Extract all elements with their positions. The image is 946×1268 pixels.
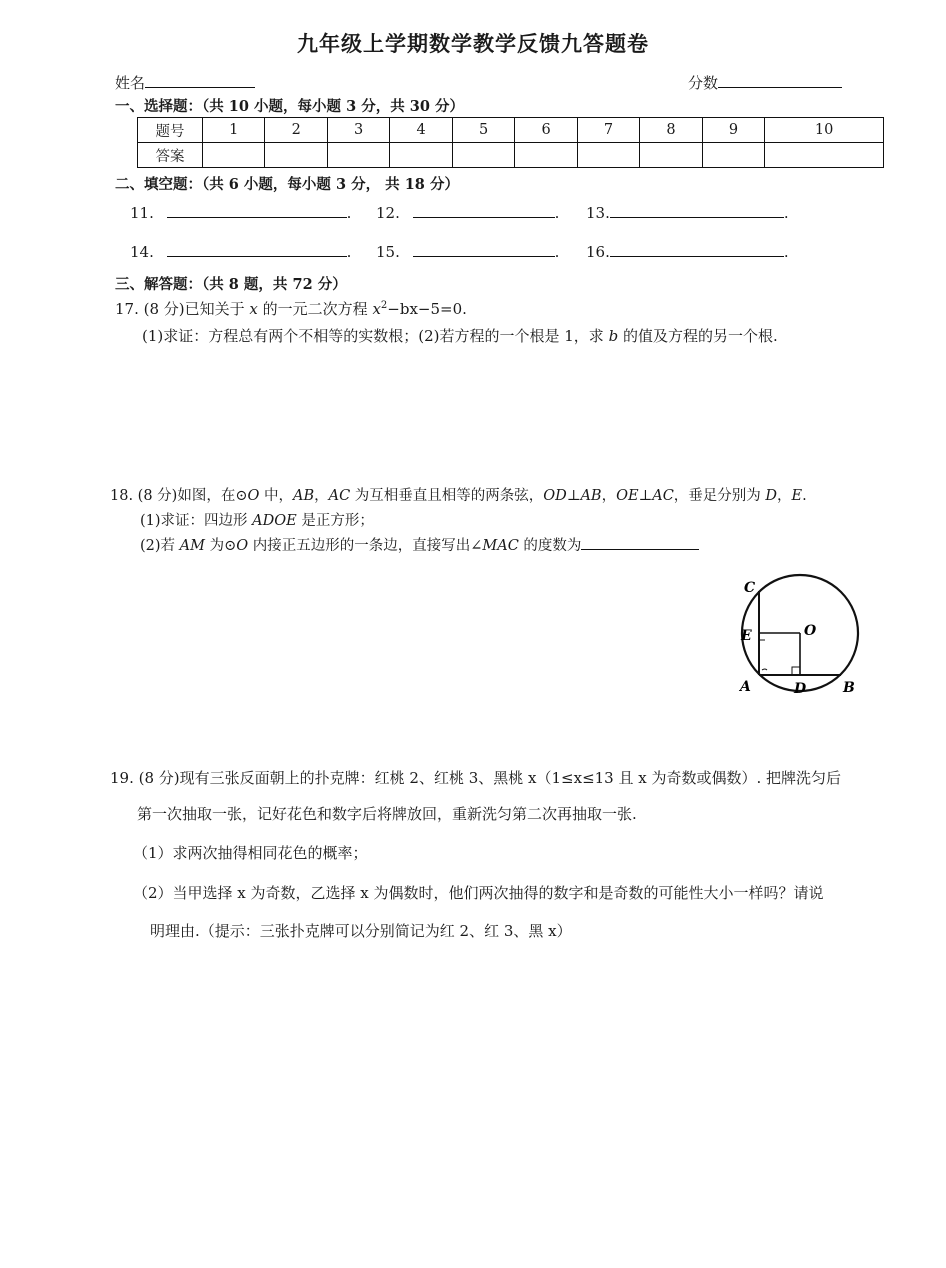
fill-blank-12[interactable]: 12. .	[376, 204, 560, 222]
angle-mark-a	[762, 669, 767, 670]
q18-text: 为⊙	[204, 538, 237, 554]
blank-number: 15.	[376, 243, 400, 261]
question-number: 3	[327, 118, 389, 143]
question-number: 1	[203, 118, 265, 143]
blank-number: 11.	[130, 204, 154, 222]
answer-row	[138, 143, 884, 168]
label-e: E	[741, 628, 752, 644]
question-18-stem	[110, 484, 807, 505]
question-19-part2-line2: 明理由.（提示：三张扑克牌可以分别简记为红 2、红 3、黑 x）	[150, 922, 572, 940]
blank-number: 13.	[586, 204, 610, 222]
score-label: 分数	[688, 74, 719, 92]
answer-cell[interactable]	[765, 143, 884, 168]
q18-text: 为互相垂直且相等的两条弦，	[350, 488, 544, 504]
question-19-part1: （1）求两次抽得相同花色的概率；	[133, 844, 368, 862]
question-19-part2-line1: （2）当甲选择 x 为奇数，乙选择 x 为偶数时，他们两次抽得的数字和是奇数的可能性大小一样吗？请说	[133, 884, 824, 902]
question-number: 9	[702, 118, 764, 143]
q18-var: O	[236, 538, 249, 554]
q18-text: ，	[601, 488, 617, 504]
q17-text: 17. (8 分)已知关于	[115, 300, 250, 318]
score-blank[interactable]	[718, 86, 842, 88]
q18-var: OE	[616, 488, 639, 504]
fill-blank-16[interactable]: 16. .	[586, 243, 789, 261]
label-b: B	[843, 680, 855, 696]
blank-line[interactable]	[167, 255, 347, 257]
answer-cell[interactable]	[203, 143, 265, 168]
answer-cell[interactable]	[640, 143, 702, 168]
q18-var: AB	[292, 488, 315, 504]
question-17-stem	[115, 298, 467, 319]
q18-text: (2)若	[140, 538, 180, 554]
page-title: 九年级上学期数学教学反馈九答题卷	[297, 31, 649, 56]
answer-cell[interactable]	[702, 143, 764, 168]
circle-geometry-figure	[728, 570, 878, 705]
blank-number: 12.	[376, 204, 400, 222]
q18-text: ，垂足分别为	[673, 488, 766, 504]
answer-grid	[137, 117, 884, 168]
fill-blank-14[interactable]: 14. .	[130, 243, 352, 261]
q18-text: .	[802, 488, 807, 504]
question-number: 4	[390, 118, 452, 143]
row-label-answer: 答案	[138, 143, 203, 168]
name-field[interactable]	[115, 72, 255, 93]
score-field[interactable]	[688, 72, 842, 93]
blank-number: 16.	[586, 243, 610, 261]
blank-line[interactable]	[413, 216, 555, 218]
answer-cell[interactable]	[452, 143, 514, 168]
label-o: O	[804, 623, 817, 639]
question-19-line1: 19. (8 分)现有三张反面朝上的扑克牌：红桃 2、红桃 3、黑桃 x（1≤x≤13 且 x 为奇数或偶数）. 把牌洗匀后	[110, 769, 842, 787]
q18-text: ，	[314, 488, 329, 504]
q18-var: AM	[179, 538, 205, 554]
question-18-part2	[140, 534, 699, 555]
blank-number: 14.	[130, 243, 154, 261]
question-number: 8	[640, 118, 702, 143]
q17-part-var: b	[608, 327, 619, 345]
q18-var: AC	[328, 488, 351, 504]
q18-symbol: ⊥	[638, 488, 653, 504]
q18-var: D	[765, 488, 778, 504]
answer-cell[interactable]	[515, 143, 577, 168]
q18-symbol: ⊥	[566, 488, 581, 504]
answer-cell[interactable]	[390, 143, 452, 168]
blank-line[interactable]	[610, 216, 784, 218]
q17-eq-rest: −bx−5=0.	[387, 300, 467, 318]
q18-text: (1)求证：四边形	[140, 513, 253, 529]
q18-answer-blank[interactable]	[581, 548, 699, 550]
question-18-part1	[140, 509, 374, 530]
name-label: 姓名	[115, 74, 146, 92]
question-number: 10	[765, 118, 884, 143]
q18-text: 是正方形；	[296, 513, 374, 529]
blank-line[interactable]	[413, 255, 555, 257]
q18-text: 的度数为	[518, 538, 582, 554]
answer-cell[interactable]	[327, 143, 389, 168]
question-number: 5	[452, 118, 514, 143]
q18-var: ADOE	[252, 513, 297, 529]
section2-heading: 二、填空题：（共 6 小题，每小题 3 分， 共 18 分）	[115, 176, 459, 193]
label-a: A	[740, 679, 751, 695]
question-number: 6	[515, 118, 577, 143]
q18-text: ，	[777, 488, 792, 504]
q18-var: O	[247, 488, 260, 504]
question-number-row	[138, 118, 884, 143]
right-angle-mark-d	[792, 667, 800, 675]
q18-var: AB	[580, 488, 602, 504]
q18-text: 中，	[259, 488, 293, 504]
answer-cell[interactable]	[265, 143, 327, 168]
q17-var: x	[249, 300, 258, 318]
row-label-number: 题号	[138, 118, 203, 143]
fill-blank-15[interactable]: 15. .	[376, 243, 560, 261]
blank-line[interactable]	[610, 255, 784, 257]
question-19-line2: 第一次抽取一张，记好花色和数字后将牌放回，重新洗匀第二次再抽取一张.	[137, 805, 637, 823]
fill-blank-11[interactable]: 11. .	[130, 204, 352, 222]
q18-var: AC	[652, 488, 674, 504]
q17-part-text: (1)求证：方程总有两个不相等的实数根；(2)若方程的一个根是 1，求	[142, 327, 609, 345]
blank-line[interactable]	[167, 216, 347, 218]
q18-text: 18. (8 分)如图，在⊙	[110, 488, 248, 504]
fill-blank-13[interactable]: 13. .	[586, 204, 789, 222]
q17-part-text: 的值及方程的另一个根.	[618, 327, 778, 345]
section3-heading: 三、解答题：（共 8 题，共 72 分）	[115, 276, 347, 293]
q17-eq-var: x	[372, 300, 381, 318]
q18-text: 内接正五边形的一条边，直接写出∠	[248, 538, 483, 554]
question-number: 7	[577, 118, 639, 143]
answer-cell[interactable]	[577, 143, 639, 168]
label-c: C	[744, 580, 756, 596]
q18-var: MAC	[482, 538, 519, 554]
q18-var: OD	[543, 488, 567, 504]
name-blank[interactable]	[145, 86, 255, 88]
section1-heading: 一、选择题：（共 10 小题，每小题 3 分，共 30 分）	[115, 98, 464, 115]
label-d: D	[794, 681, 807, 697]
question-number: 2	[265, 118, 327, 143]
question-17-parts	[142, 325, 778, 346]
q18-var: E	[791, 488, 803, 504]
q17-exponent: 2	[380, 300, 388, 311]
q17-text: 的一元二次方程	[257, 300, 373, 318]
